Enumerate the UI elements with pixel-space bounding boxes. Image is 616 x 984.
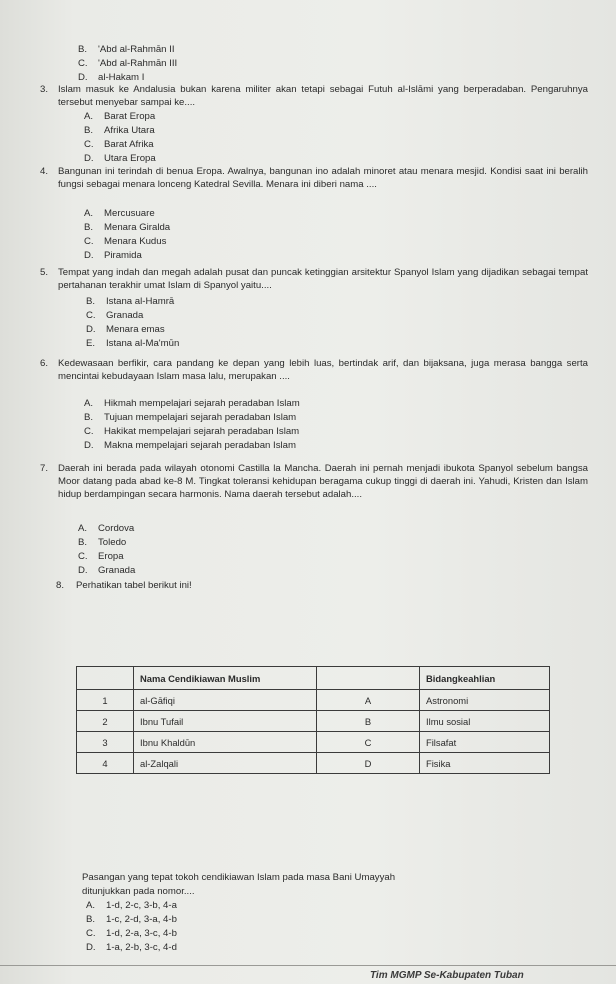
- q6-option-a: A. Hikmah mempelajari sejarah peradaban Islam: [84, 398, 300, 409]
- header-expertise: Bidangkeahlian: [420, 667, 550, 690]
- q7-option-a: A. Cordova: [78, 523, 135, 534]
- option-d: D. al-Hakam I: [78, 72, 145, 83]
- field-name: Astronomi: [420, 690, 550, 711]
- option-c: C. 'Abd al-Rahmān III: [78, 58, 178, 69]
- scholars-table: [76, 666, 550, 774]
- field-letter: B: [317, 711, 420, 732]
- field-name: Filsafat: [420, 732, 550, 753]
- field-letter: A: [317, 690, 420, 711]
- q7-option-c: C. Eropa: [78, 551, 124, 562]
- field-name: Ilmu sosial: [420, 711, 550, 732]
- question-6: 6. Kedewasaan berfikir, cara pandang ke depan yang lebih luas, bertindak arif, dan bijaksana, juga merasa bangga serta mencintai kebudayaan Islam masa lalu, merupakan ....: [40, 358, 588, 382]
- q7-option-b: B. Toledo: [78, 537, 127, 548]
- header-blank: [317, 667, 420, 690]
- question-7: 7. Daerah ini berada pada wilayah otonomi Castilla la Mancha. Daerah ini pernah menjadi ibukota Spanyol sebelum bangsa Moor datang pada abad ke-8 M. Tingkat toleransi kehidupan beragama cukup tinggi di daerah ini. Yahudi, Kristen dan Islam hidup berdampingan secara harmonis. Nama daerah tersebut adalah....: [40, 463, 588, 500]
- q4-option-d: D. Piramida: [84, 250, 142, 261]
- row-number: 4: [77, 753, 134, 774]
- row-number: 2: [77, 711, 134, 732]
- scholar-name: al-Gāfiqi: [134, 690, 317, 711]
- q3-option-a: A. Barat Eropa: [84, 111, 156, 122]
- table-header-row: [77, 667, 550, 690]
- q3-option-d: D. Utara Eropa: [84, 153, 156, 164]
- q5-option-d: D. Menara emas: [86, 324, 165, 335]
- q5-option-c: C. Granada: [86, 310, 144, 321]
- q4-option-a: A. Mercusuare: [84, 208, 155, 219]
- field-letter: D: [317, 753, 420, 774]
- header-no: [77, 667, 134, 690]
- option-b: B. 'Abd al-Rahmān II: [78, 44, 175, 55]
- table-row: [77, 711, 550, 732]
- scholar-name: Ibnu Tufail: [134, 711, 317, 732]
- q8-option-b: B. 1-c, 2-d, 3-a, 4-b: [86, 914, 177, 925]
- scholar-name: Ibnu Khaldūn: [134, 732, 317, 753]
- table-row: [77, 753, 550, 774]
- q6-option-d: D. Makna mempelajari sejarah peradaban Islam: [84, 440, 296, 451]
- header-name: Nama Cendikiawan Muslim: [134, 667, 317, 690]
- q7-option-d: D. Granada: [78, 565, 136, 576]
- q8-option-c: C. 1-d, 2-a, 3-c, 4-b: [86, 928, 177, 939]
- q5-option-e: E. Istana al-Ma'mūn: [86, 338, 180, 349]
- q6-option-b: B. Tujuan mempelajari sejarah peradaban Islam: [84, 412, 297, 423]
- field-name: Fisika: [420, 753, 550, 774]
- scholar-name: al-Zalqali: [134, 753, 317, 774]
- q4-option-b: B. Menara Giralda: [84, 222, 171, 233]
- q3-option-b: B. Afrika Utara: [84, 125, 155, 136]
- table-row: [77, 690, 550, 711]
- field-letter: C: [317, 732, 420, 753]
- q8-instruction-1: Pasangan yang tepat tokoh cendikiawan Islam pada masa Bani Umayyah: [82, 872, 396, 883]
- q3-option-c: C. Barat Afrika: [84, 139, 154, 150]
- q6-option-c: C. Hakikat mempelajari sejarah peradaban Islam: [84, 426, 300, 437]
- footer-text: Tim MGMP Se-Kabupaten Tuban: [370, 970, 524, 981]
- row-number: 1: [77, 690, 134, 711]
- q4-option-c: C. Menara Kudus: [84, 236, 167, 247]
- footer-divider: [0, 965, 616, 966]
- q8-instruction-2: ditunjukkan pada nomor....: [82, 886, 195, 897]
- question-4: 4. Bangunan ini terindah di benua Eropa. Awalnya, bangunan ino adalah minoret atau menara mesjid. Kondisi saat ini beralih fungsi sebagai menara lonceng Katedral Sevilla. Menara ini diberi nama ....: [40, 166, 588, 190]
- q8-option-a: A. 1-d, 2-c, 3-b, 4-a: [86, 900, 177, 911]
- row-number: 3: [77, 732, 134, 753]
- q5-option-b: B. Istana al-Hamrā: [86, 296, 175, 307]
- table-row: [77, 732, 550, 753]
- question-5: 5. Tempat yang indah dan megah adalah pusat dan puncak ketinggian arsitektur Spanyol Islam yang dijadikan sebagai tempat pertahanan terakhir umat Islam di Spanyol yaitu....: [40, 267, 588, 291]
- q8-option-d: D. 1-a, 2-b, 3-c, 4-d: [86, 942, 177, 953]
- question-3: 3. Islam masuk ke Andalusia bukan karena militer akan tetapi sebagai Futuh al-Islāmi yang berperadaban. Pengaruhnya tersebut menyebar sampai ke....: [40, 84, 588, 108]
- question-8: 8. Perhatikan tabel berikut ini!: [56, 580, 192, 591]
